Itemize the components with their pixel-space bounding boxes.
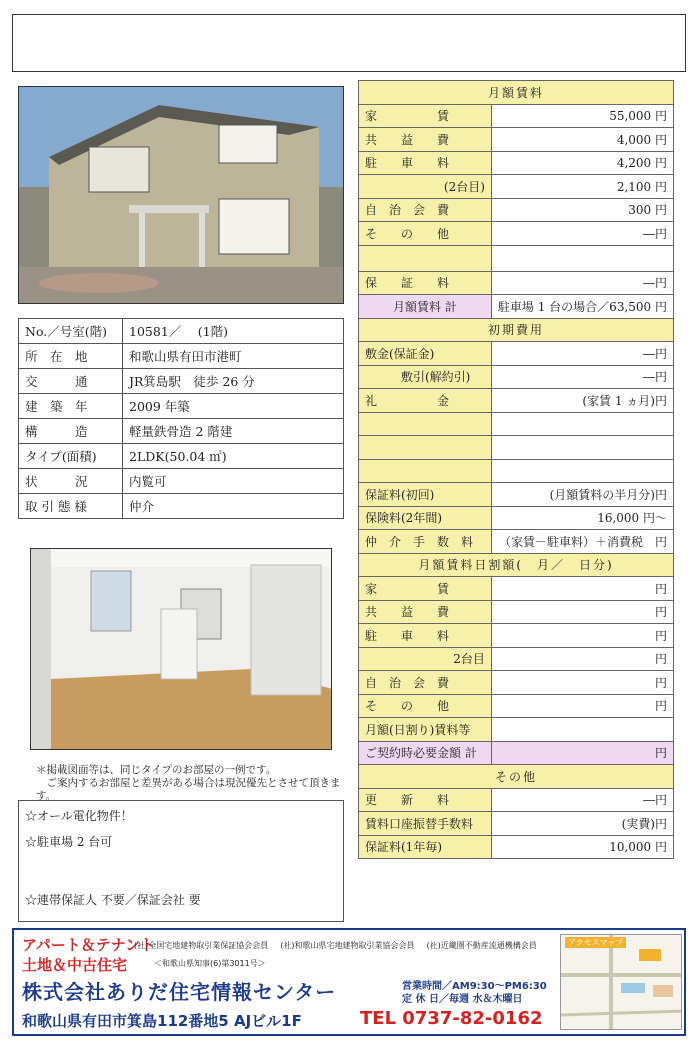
table-row <box>359 812 674 836</box>
table-row <box>19 369 344 394</box>
info-key: 状 況 <box>19 469 123 494</box>
table-row <box>359 600 674 624</box>
info-key: No.／号室(階) <box>19 319 123 344</box>
fee-label: 共 益 費 <box>359 600 492 624</box>
fee-label: そ の 他 <box>359 694 492 718</box>
table-row <box>359 245 674 271</box>
table-row <box>359 835 674 859</box>
remark-line: ☆オール電化物件！ <box>25 809 133 823</box>
fee-value: (月額賃料の半月分)円 <box>491 483 673 507</box>
table-row <box>359 718 674 742</box>
fee-value: (実費)円 <box>491 812 673 836</box>
fee-label: 礼 金 <box>359 389 492 413</box>
fee-value: 円 <box>491 647 673 671</box>
fee-label: 家 賃 <box>359 104 492 128</box>
business-hours <box>402 980 547 1006</box>
fee-value: ―円 <box>491 788 673 812</box>
info-key: 建 築 年 <box>19 394 123 419</box>
fee-label: 敷引(解約引) <box>359 365 492 389</box>
map-title: アクセスマップ <box>565 937 626 948</box>
fee-value: 16,000 円～ <box>491 506 673 530</box>
note-text: ＊掲載図面等は、同じタイプのお部屋の一例です。 ご案内するお部屋と差異がある場合は現況優先とさせて頂きます。 <box>36 764 341 802</box>
table-row <box>359 694 674 718</box>
fee-label: 保証料(初回) <box>359 483 492 507</box>
section-header: 初期費用 <box>359 318 674 342</box>
fee-value: 55,000 円 <box>491 104 673 128</box>
table-row <box>359 342 674 366</box>
license-number: ＜和歌山県知事(6)第3011号＞ <box>154 959 266 968</box>
fee-value <box>491 718 673 742</box>
company-address: 和歌山県有田市箕島112番地5 AJビル1F <box>22 1012 302 1030</box>
fee-value: 円 <box>491 694 673 718</box>
fee-label: 敷金(保証金) <box>359 342 492 366</box>
property-info-table <box>18 318 344 519</box>
contract-total-value: 円 <box>491 741 673 765</box>
fee-label: 保証料(1年毎) <box>359 835 492 859</box>
table-row <box>359 222 674 246</box>
category-land-house: 土地＆中古住宅 <box>22 956 128 974</box>
table-row <box>359 365 674 389</box>
table-row <box>19 419 344 444</box>
table-row <box>359 151 674 175</box>
info-value: 和歌山県有田市港町 <box>123 344 344 369</box>
fee-label <box>359 412 492 436</box>
association-item: (社)和歌山県宅地建物取引業協会会員 <box>280 941 415 950</box>
association-item: (社)近畿圏不動産流通機構会員 <box>426 941 537 950</box>
fee-value: 300 円 <box>491 198 673 222</box>
remark-line: ☆駐車場 2 台可 <box>25 835 113 849</box>
fee-label: 2台目 <box>359 647 492 671</box>
fee-value: ―円 <box>491 222 673 246</box>
info-key: タイプ(面積) <box>19 444 123 469</box>
info-value: 内覧可 <box>123 469 344 494</box>
info-value: 軽量鉄骨造 2 階建 <box>123 419 344 444</box>
info-key: 構 造 <box>19 419 123 444</box>
fee-label: 共 益 費 <box>359 128 492 152</box>
fee-label <box>359 436 492 460</box>
fee-value <box>491 459 673 483</box>
section-header: 月額賃料日割額( 月／ 日分) <box>359 553 674 577</box>
fee-label: (2台目) <box>359 175 492 199</box>
table-row <box>359 577 674 601</box>
fee-label: 家 賃 <box>359 577 492 601</box>
info-value: 2009 年築 <box>123 394 344 419</box>
table-row <box>359 271 674 295</box>
table-row <box>359 412 674 436</box>
hours-line: 営業時間／AM9:30～PM6:30 <box>402 981 547 992</box>
info-key: 取 引 態 様 <box>19 494 123 519</box>
table-row <box>19 494 344 519</box>
info-value: 10581／ (1階) <box>123 319 344 344</box>
fee-value: 4,000 円 <box>491 128 673 152</box>
info-value: JR箕島駅 徒歩 26 分 <box>123 369 344 394</box>
table-row <box>359 295 674 319</box>
fee-label: そ の 他 <box>359 222 492 246</box>
fee-value: 円 <box>491 624 673 648</box>
fee-label <box>359 245 492 271</box>
fee-value: 4,200 円 <box>491 151 673 175</box>
phone-number[interactable]: TEL 0737-82-0162 <box>360 1008 543 1029</box>
table-row <box>359 483 674 507</box>
fee-label: 駐 車 料 <box>359 151 492 175</box>
table-row <box>359 175 674 199</box>
fee-label: 自 治 会 費 <box>359 671 492 695</box>
table-row <box>359 741 674 765</box>
associations <box>134 940 537 951</box>
info-key: 所 在 地 <box>19 344 123 369</box>
table-row <box>19 444 344 469</box>
fee-value <box>491 245 673 271</box>
info-value: 仲介 <box>123 494 344 519</box>
fee-value: ―円 <box>491 342 673 366</box>
fee-value: （家賃－駐車料）＋消費税 円 <box>491 530 673 554</box>
table-row <box>359 128 674 152</box>
table-row <box>359 436 674 460</box>
table-row <box>19 319 344 344</box>
table-row <box>359 506 674 530</box>
category-apartment-tenant: アパート＆テナント <box>22 936 156 954</box>
info-value: 2LDK(50.04 ㎡) <box>123 444 344 469</box>
table-row <box>359 788 674 812</box>
table-row <box>359 530 674 554</box>
fee-label: 更 新 料 <box>359 788 492 812</box>
company-banner <box>12 928 686 1036</box>
fee-label: 自 治 会 費 <box>359 198 492 222</box>
fee-value: 円 <box>491 577 673 601</box>
company-name: 株式会社ありだ住宅情報センター <box>22 980 337 1004</box>
fee-value: ―円 <box>491 271 673 295</box>
association-item: (社)全国宅地建物取引業保証協会会員 <box>134 941 269 950</box>
access-map <box>560 934 682 1030</box>
fee-value: (家賃 1 ヵ月)円 <box>491 389 673 413</box>
table-row <box>19 469 344 494</box>
table-row <box>359 389 674 413</box>
fee-label: 保 証 料 <box>359 271 492 295</box>
monthly-total-value: 駐車場 1 台の場合／63,500 円 <box>491 295 673 319</box>
exterior-photo <box>18 86 344 304</box>
fee-value <box>491 436 673 460</box>
fee-label: 仲 介 手 数 料 <box>359 530 492 554</box>
remark-line: ☆連帯保証人 不要／保証会社 要 <box>25 893 201 907</box>
title-box <box>12 14 686 72</box>
monthly-total-label: 月額賃料 計 <box>359 295 492 319</box>
interior-photo <box>30 548 332 750</box>
fees-table <box>358 80 674 859</box>
info-key: 交 通 <box>19 369 123 394</box>
fee-label <box>359 459 492 483</box>
table-row <box>359 198 674 222</box>
holiday-line: 定 休 日／毎週 水＆木曜日 <box>402 994 523 1005</box>
fee-label: 月額(日割り)賃料等 <box>359 718 492 742</box>
fee-value <box>491 412 673 436</box>
table-row <box>359 671 674 695</box>
fee-value: ―円 <box>491 365 673 389</box>
fee-value: 2,100 円 <box>491 175 673 199</box>
table-row <box>359 104 674 128</box>
fee-value: 円 <box>491 671 673 695</box>
fee-value: 円 <box>491 600 673 624</box>
table-row <box>19 394 344 419</box>
fee-label: 賃料口座振替手数料 <box>359 812 492 836</box>
section-header: 月額賃料 <box>359 81 674 105</box>
contract-total-label: ご契約時必要金額 計 <box>359 741 492 765</box>
table-row <box>359 624 674 648</box>
section-header: その他 <box>359 765 674 789</box>
fee-value: 10,000 円 <box>491 835 673 859</box>
remarks-box <box>18 800 344 922</box>
table-row <box>359 647 674 671</box>
fee-label: 駐 車 料 <box>359 624 492 648</box>
table-row <box>359 459 674 483</box>
table-row <box>19 344 344 369</box>
fee-label: 保険料(2年間) <box>359 506 492 530</box>
